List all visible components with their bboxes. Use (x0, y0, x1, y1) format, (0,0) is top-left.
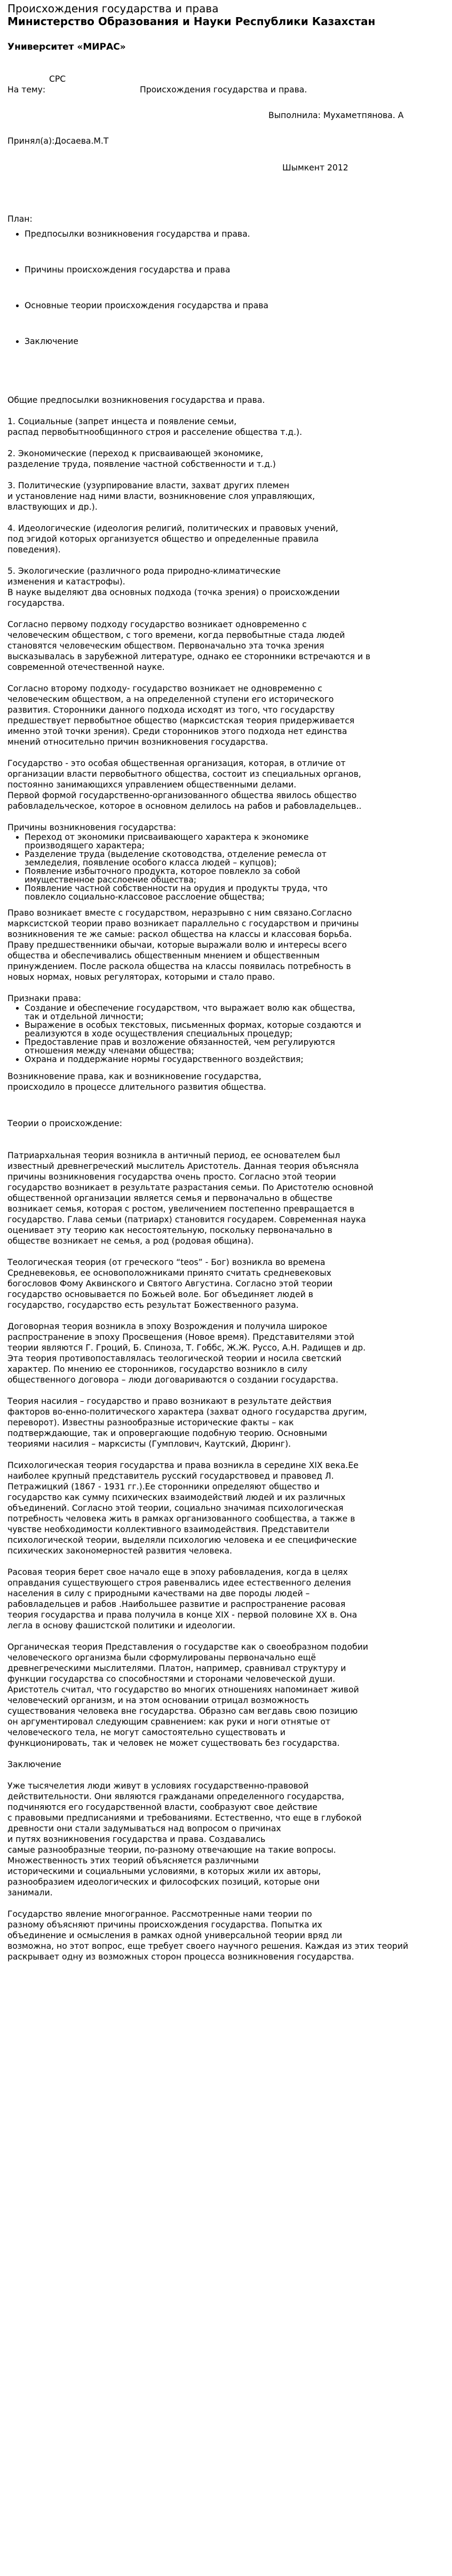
paragraph: Государство явление многогранное. Рассмотренные нами теории по разному объясняют причины происхождения государства. Попытка их объединение и осмысления в рамках одной универсальной теории вряд ли возможна, но этот вопрос, еще требует своего научного решения. Каждая из этих теорий раскрывает одну из возможных сторон процесса возникновения государства. (7, 1909, 408, 1962)
paragraph: Согласно первому подходу государство возникает одновременно с человеческим обществом, с того времени, когда первобытные стада людей становятся человеческим обществом. Первоначально эта точка зрения высказывалась в зарубежной литературе, однако ее сторонники встречаются и в современной отечественной науке. (7, 620, 371, 672)
paragraph: Право возникает вместе с государством, неразрывно с ним связано.Согласно марксистской теории право возникает параллельно с государством и причины возникновения те же самые: раскол общества на классы и классовая борьба. Праву предшественники обычаи, которые выражали волю и интересы всего общества и обеспечивались общественным мнением и общественным принуждением. После раскола общества на классы появилась потребность в новых нормах, новых регуляторах, которыми и стало право. (7, 908, 359, 982)
srs-row (7, 74, 445, 84)
list-item: • Создание и обеспечение государством, что выражает волю как общества, так и отдельной личности; (25, 1004, 445, 1021)
srs-label: СРС (49, 74, 66, 84)
precondition-item: 3. Политические (узурпирование власти, захват других племен и установление над ними власти, возникновение слоя управляющих, властвующих и др.). (7, 481, 315, 512)
city-year: Шымкент 2012 (282, 163, 348, 173)
list-item: • Разделение труда (выделение скотоводства, отделение ремесла от земледелия, появление особого класса людей – купцов); (25, 850, 445, 867)
paragraph: Возникновение права, как и возникновение государства, происходило в процессе длительного развития общества. (7, 1072, 266, 1092)
ministry-heading: Министерство Образования и Науки Республики Казахстан (7, 15, 376, 28)
plan-list (7, 229, 445, 347)
paragraph: Теория насилия – государство и право возникают в результате действия факторов во-енно-политического характера (захват одного государства другим, переворот). Известны разнообразные исторические факты – как подтверждающие, так и опровергающие подобную теорию. Основными теориями насилия – марксисты (Гумплович, Каутский, Дюринг). (7, 1396, 367, 1449)
list-item: • Охрана и поддержание нормы государственного воздействия; (25, 1055, 445, 1064)
section1-heading: Общие предпосылки возникновения государства и права. (7, 395, 265, 405)
conclusion-heading: Заключение (7, 1760, 61, 1769)
university-heading: Университет «МИРАС» (7, 42, 126, 52)
list-item: • Предоставление прав и возложение обязанностей, чем регулируются отношения между членами общества; (25, 1038, 445, 1055)
paragraph: Патриархальная теория возникла в античный период, ее основателем был известный древнегреческий мыслитель Аристотель. Данная теория объясняла причины возникновения государства очень просто. Согласно этой теории государство возникает в результате разрастания семьи. По Аристотелю основной общественной организации является семья и первоначально в обществе возникает семья, которая с ростом, увеличением постепенно превращается в государство. Глава семьи (патриарх) становится государем. Современная наука оценивает эту теорию как несостоятельную, поскольку первоначально в обществе возникает не семья, а род (родовая община). (7, 1151, 374, 1246)
topic-row (7, 84, 445, 95)
list-item: • Выражение в особых текстовых, письменных формах, которые создаются и реализуются в ходе осуществления специальных процедур; (25, 1021, 445, 1038)
topic-value: Происхождения государства и права. (140, 85, 307, 95)
list-item: • Переход от экономики присваивающего характера к экономике производящего характера; (25, 833, 445, 850)
reasons-label: Причины возникновения государства: (7, 823, 176, 832)
accepted-row (7, 136, 445, 146)
accepted-by: Принял(а):Досаева.М.Т (7, 136, 109, 146)
list-item: • Появление частной собственности на орудия и продукты труда, что повлекло социально-классовое расслоение общества; (25, 884, 445, 901)
plan-item: • Причины происхождения государства и права (25, 264, 445, 275)
paragraph: Органическая теория Представления о государстве как о своеобразном подобии человеческого организма были сформулированы первоначально ещё древнегреческими мыслителями. Платон, например, сравнивал структуру и функции государства со способностями и сторонами человеческой души. Аристотель считал, что государство во многих отношениях напоминает живой человеческий организм, и на этом основании отрицал возможность существования человека вне государства. Образно сам вегдавь свою позицию он аргументировал следующим сравнением: как руки и ноги отнятые от человеческого тела, не могут самостоятельно существовать и функционировать, так и человек не может существовать без государства. (7, 1642, 368, 1748)
performed-by: Выполнила: Мухаметпянова. А (268, 111, 404, 120)
paragraph: В науке выделяют два основных подхода (точка зрения) о происхождении государства. (7, 588, 340, 608)
performed-row (7, 110, 445, 121)
plan-item: • Предпосылки возникновения государства и права. (25, 229, 445, 239)
paragraph: Согласно второму подходу- государство возникает не одновременно с человеческим обществом, а на определенной ступени его исторического развития. Сторонники данного подхода исходят из того, что государству предшествует первобытное общество (марксистская теория придерживается именно этой точки зрения). Среди сторонников этого подхода нет единства мнений относительно причин возникновения государства. (7, 684, 355, 747)
paragraph: Теологическая теория (от греческого “teos” - Бог) возникла во времена Средневековья, ее основоположниками принято считать средневековых богословов Фому Аквинского и Святого Августина. Согласно этой теории государство основывается по Божьей воле. Бог объединяет людей в государство, государство есть результат Божественного разума. (7, 1258, 333, 1310)
paragraph: Уже тысячелетия люди живут в условиях государственно-правовой действительности. Они являются гражданами определенного государства, подчиняются его государственной власти, сообразуют свое действие с правовыми предписаниями и требованиями. Естественно, что еще в глубокой древности они стали задумываться над вопросом о причинах и путях возникновения государства и права. Создавались самые разнообразные теории, по-разному отвечающие на такие вопросы. Множественность этих теорий объясняется различными историческими и социальными условиями, в которых жили их авторы, разнообразием идеологических и философских позиций, которые они занимали. (7, 1781, 362, 1898)
paragraph: Первой формой государственно-организованного общества явилось общество рабовладельческое, которое в основном делилось на рабов и рабовладельцев.. (7, 791, 362, 811)
paragraph: Договорная теория возникла в эпоху Возрождения и получила широкое распространение в эпоху Просвещения (Новое время). Представителями этой теории являются Г. Гроций, Б. Спиноза, Т. Гоббс, Ж.Ж. Руссо, А.Н. Радищев и др. Эта теория противопоставлялась теологической теории и носила светский характер. По мнению ее сторонников, государство возникло в силу общественного договора – люди договариваются о создании государства. (7, 1322, 366, 1385)
precondition-item: 4. Идеологические (идеология религий, политических и правовых учений, под эгидой которых организуется общество и определенные правила поведения). (7, 524, 338, 555)
list-item: • Появление избыточного продукта, которое повлекло за собой имущественное расслоение общества; (25, 867, 445, 884)
paragraph: Психологическая теория государства и права возникла в середине XIX века.Ее наиболее крупный представитель русский государствовед и правовед Л. Петражицкий (1867 - 1931 гг.).Ее сторонники определяют общество и государство как сумму психических взаимодействий людей и их различных объединений. Согласно этой теории, социально значимая психологическая потребность человека жить в рамках организованного сообщества, а также в чувстве необходимости коллективного взаимодействия. Представители психологической теории, выделяли психологию человека и ее специфические психических закономерностей развития человека. (7, 1461, 359, 1556)
paragraph: Расовая теория берет свое начало еще в эпоху рабовладения, когда в целях оправдания существующего строя равенвались идее естественного деления населения в силу с природными качествами на две породы людей – рабовладельцев и рабов .Наибольшее развитие и распространение расовая теория государства и права получила в конце XIX - первой половине XX в. Она легла в основу фашистской политики и идеологии. (7, 1567, 358, 1630)
document-title: Происхождения государства и права (7, 2, 219, 15)
section2-heading: Теории о происхождение: (7, 1119, 122, 1128)
paragraph: Государство - это особая общественная организация, которая, в отличие от организации власти первобытного общества, состоит из специальных органов, постоянно занимающихся управлением общественными делами. (7, 759, 361, 790)
topic-label: На тему: (7, 85, 46, 95)
precondition-item: 5. Экологические (различного рода природно-климатические изменения и катастрофы). (7, 566, 281, 587)
plan-item: • Заключение (25, 336, 445, 347)
plan-label: План: (7, 214, 33, 224)
signs-label: Признаки права: (7, 994, 81, 1003)
precondition-item: 2. Экономические (переход к присваивающей экономике, разделение труда, появление частной собственности и т.д.) (7, 449, 276, 469)
precondition-item: 1. Социальные (запрет инцеста и появление семьи, распад первобытнообщинного строя и расселение общества т.д.). (7, 417, 303, 437)
document-page (0, 2, 452, 2576)
reasons-list (7, 833, 445, 901)
plan-item: • Основные теории происхождения государства и права (25, 300, 445, 311)
city-year-row (7, 162, 445, 173)
signs-list (7, 1004, 445, 1064)
